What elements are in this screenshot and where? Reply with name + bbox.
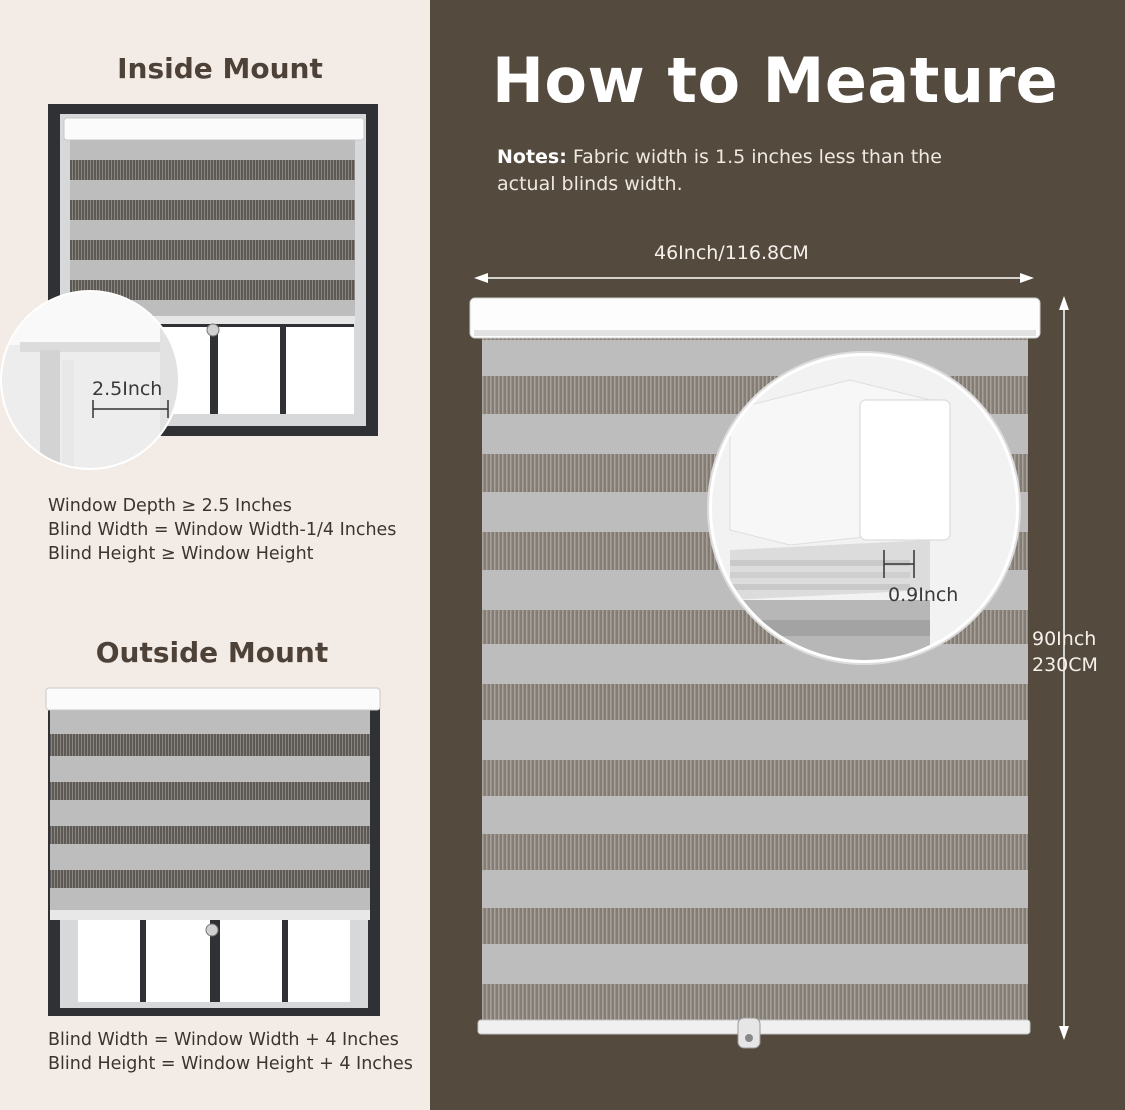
height-label-inch: 90Inch — [1032, 628, 1097, 650]
spec-blind-width-inside: Blind Width = Window Width-1/4 Inches — [48, 520, 397, 540]
spec-blind-height-inside: Blind Height ≥ Window Height — [48, 544, 314, 564]
outside-mount-illustration — [0, 684, 430, 1020]
spec-blind-width-outside: Blind Width = Window Width + 4 Inches — [48, 1030, 399, 1050]
inside-mount-illustration — [0, 100, 430, 490]
outside-mount-specs — [48, 1028, 413, 1076]
inside-mount-heading: Inside Mount — [117, 52, 323, 85]
notes — [497, 144, 997, 198]
inside-depth-label: 2.5Inch — [92, 378, 163, 400]
notes-text: Fabric width is 1.5 inches less than the actual blinds width. — [497, 146, 942, 195]
height-label-cm: 230CM — [1032, 654, 1098, 676]
height-label — [1032, 626, 1098, 678]
spec-blind-height-outside: Blind Height = Window Height + 4 Inches — [48, 1054, 413, 1074]
notes-label: Notes: — [497, 146, 567, 168]
measure-illustration — [430, 260, 1125, 1110]
outside-mount-heading: Outside Mount — [95, 636, 329, 669]
cassette-depth-label: 0.9Inch — [888, 584, 959, 606]
page-title: How to Meature — [492, 44, 1059, 117]
width-label: 46Inch/116.8CM — [654, 242, 809, 264]
spec-window-depth: Window Depth ≥ 2.5 Inches — [48, 496, 292, 516]
inside-mount-specs — [48, 494, 396, 566]
